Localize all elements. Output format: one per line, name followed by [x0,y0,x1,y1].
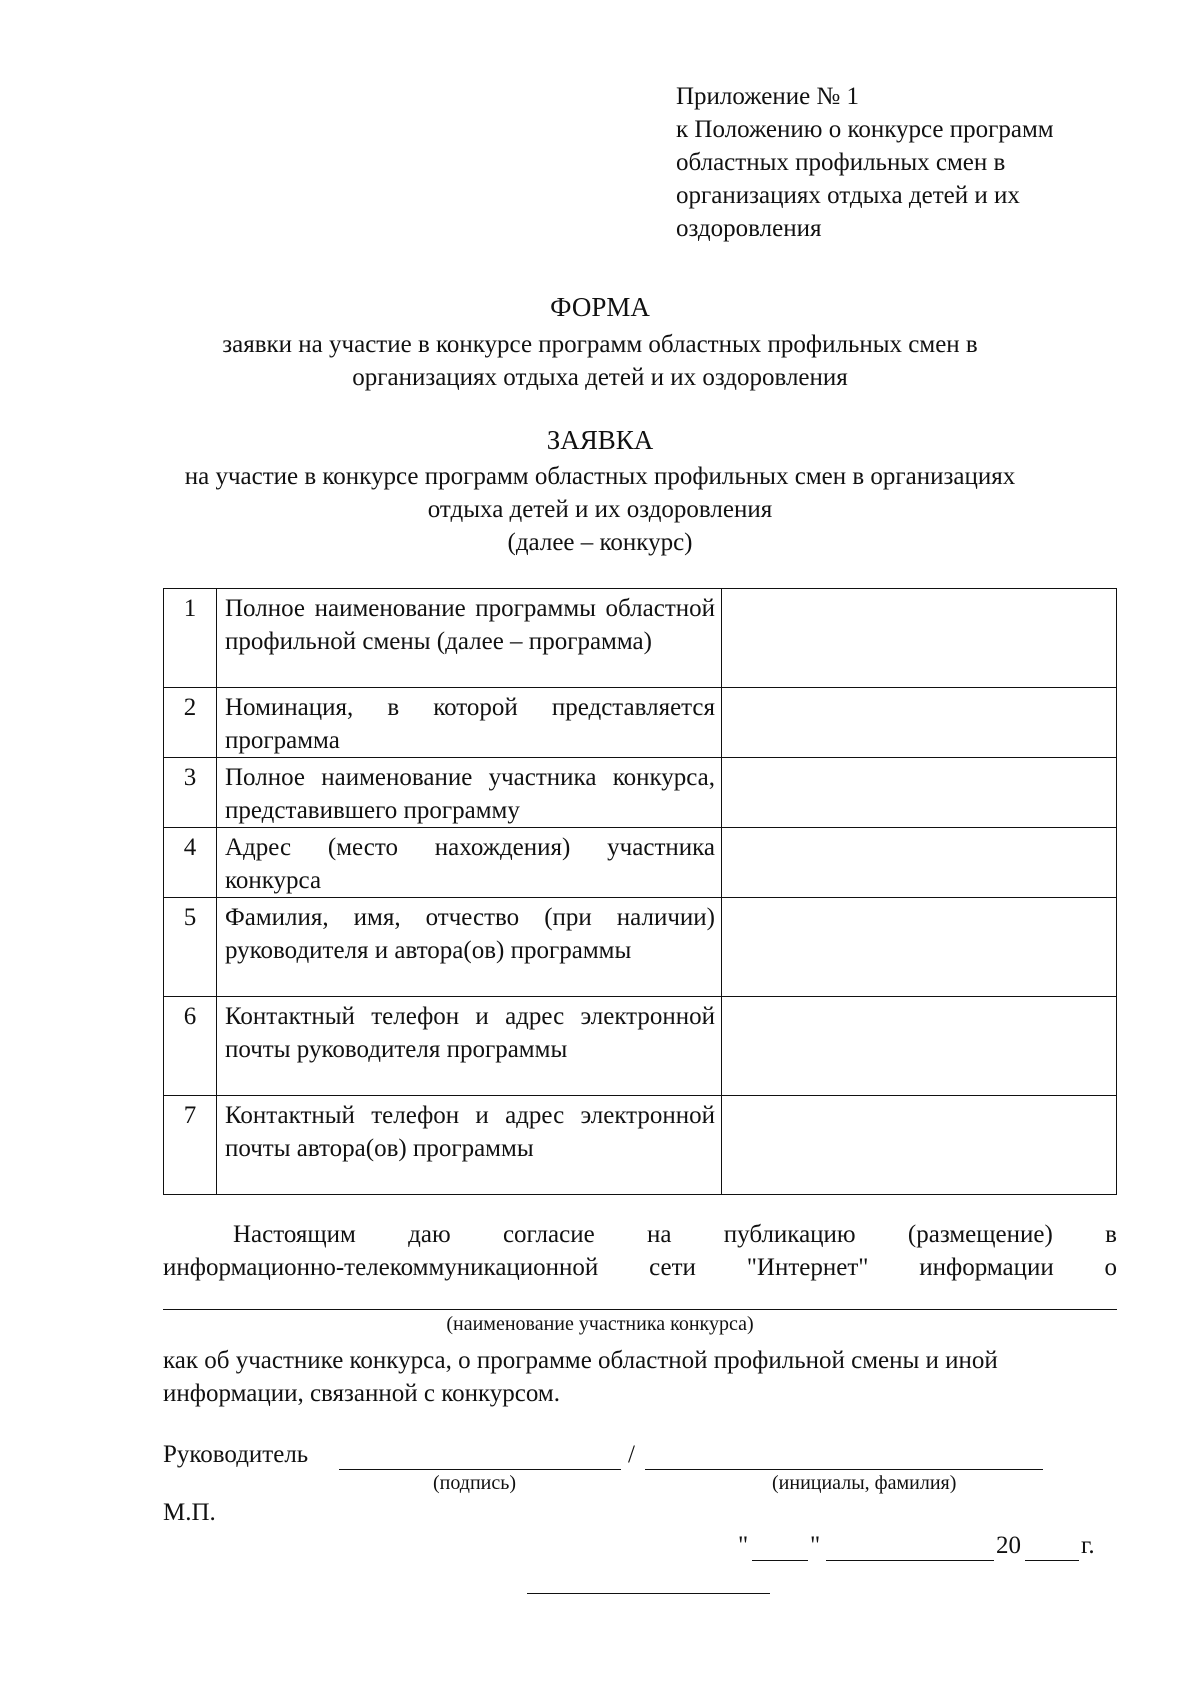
table-row [164,898,1117,997]
participant-caption: (наименование участника конкурса) [446,1313,754,1335]
slash-separator: / [628,1441,635,1468]
closing-separator-line [527,1593,770,1594]
row-number: 1 [164,589,217,688]
appendix-line: организациях отдыха детей и их [676,182,1020,209]
initials-surname-caption: (инициалы, фамилия) [772,1472,957,1494]
table-row [164,758,1117,828]
date-month-field[interactable] [826,1560,994,1561]
application-table [163,588,1117,1195]
row-label: Контактный телефон и адрес электронной почты автора(ов) программы [217,1096,722,1195]
consent-word: на [647,1221,672,1248]
year-prefix: 20 [996,1532,1021,1559]
appendix-line: оздоровления [676,215,822,242]
row-value-cell[interactable] [722,688,1117,758]
row-value-cell[interactable] [722,589,1117,688]
year-suffix: г. [1081,1532,1095,1559]
form-subtitle-line: заявки на участие в конкурсе программ областных профильных смен в [222,331,978,358]
row-label: Полное наименование программы областной профильной смены (далее – программа) [217,589,722,688]
row-value-cell[interactable] [722,898,1117,997]
row-label: Адрес (место нахождения) участника конкурса [217,828,722,898]
consent-line-3: как об участнике конкурса, о программе областной профильной смены и иной [163,1347,998,1374]
consent-word: "Интернет" [746,1254,869,1281]
row-label: Фамилия, имя, отчество (при наличии) руководителя и автора(ов) программы [217,898,722,997]
consent-word: Настоящим [233,1221,356,1248]
row-number: 3 [164,758,217,828]
consent-word: в [1105,1221,1117,1248]
row-label: Контактный телефон и адрес электронной почты руководителя программы [217,997,722,1096]
appendix-block [676,80,1054,245]
table-row [164,589,1117,688]
consent-word: (размещение) [907,1221,1053,1248]
table-row [164,828,1117,898]
consent-word: информации [919,1254,1054,1281]
consent-word: о [1104,1254,1117,1281]
table-row [164,997,1117,1096]
consent-line-2 [163,1251,1117,1284]
head-label: Руководитель [163,1441,309,1468]
row-number: 7 [164,1096,217,1195]
date-close-quote: " [810,1532,821,1559]
appendix-line: областных профильных смен в [676,149,1006,176]
row-number: 6 [164,997,217,1096]
table-row [164,1096,1117,1195]
row-label: Номинация, в которой представляется программа [217,688,722,758]
consent-word: согласие [502,1221,595,1248]
signature-field[interactable] [339,1469,621,1470]
application-title: ЗАЯВКА [546,425,654,455]
row-value-cell[interactable] [722,828,1117,898]
row-value-cell[interactable] [722,758,1117,828]
form-subtitle-line: организациях отдыха детей и их оздоровления [352,364,848,391]
consent-word: информационно-телекоммуникационной [163,1254,599,1281]
date-open-quote: " [738,1532,749,1559]
consent-word: публикацию [723,1221,856,1248]
row-number: 5 [164,898,217,997]
appendix-line: Приложение № 1 [676,83,860,110]
consent-line-4: информации, связанной с конкурсом. [163,1380,560,1407]
date-year-field[interactable] [1025,1560,1079,1561]
stamp-label: М.П. [163,1499,216,1526]
row-number: 4 [164,828,217,898]
application-subtitle-line: отдыха детей и их оздоровления [427,496,773,523]
application-subtitle-line: на участие в конкурсе программ областных профильных смен в организациях [184,463,1016,490]
row-label: Полное наименование участника конкурса, представившего программу [217,758,722,828]
consent-word: сети [649,1254,696,1281]
consent-word: даю [408,1221,451,1248]
participant-name-field[interactable] [163,1309,1117,1310]
date-day-field[interactable] [752,1560,808,1561]
initials-surname-field[interactable] [645,1469,1043,1470]
row-value-cell[interactable] [722,1096,1117,1195]
consent-line-1 [163,1218,1117,1251]
appendix-line: к Положению о конкурсе программ [676,116,1054,143]
row-value-cell[interactable] [722,997,1117,1096]
row-number: 2 [164,688,217,758]
application-subtitle-line: (далее – конкурс) [507,529,693,556]
table-row [164,688,1117,758]
signature-caption: (подпись) [433,1472,517,1494]
form-title: ФОРМА [550,292,650,322]
